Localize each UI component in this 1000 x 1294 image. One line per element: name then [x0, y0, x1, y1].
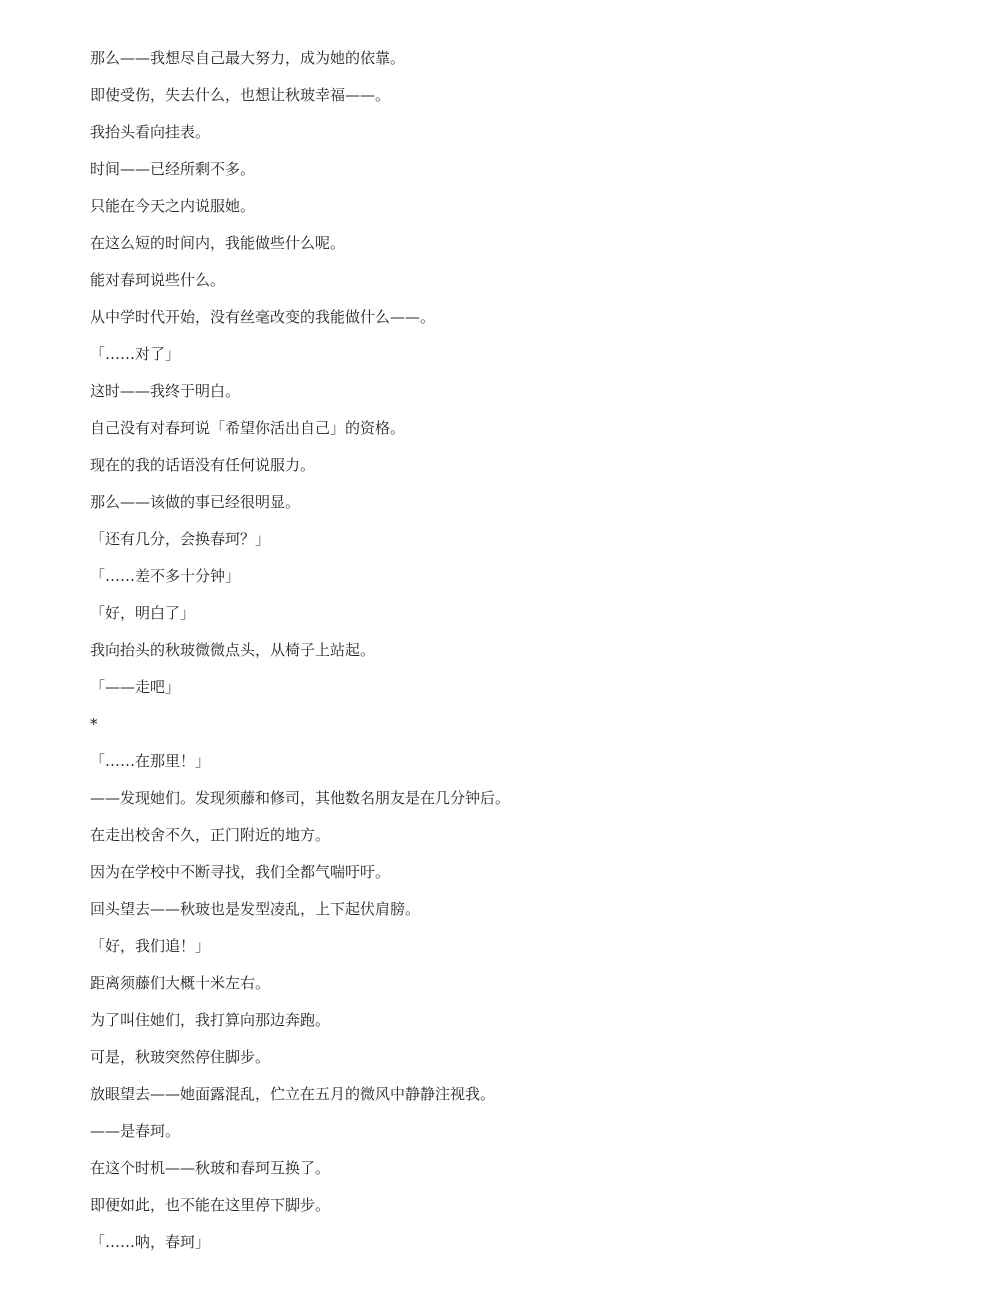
- dialogue-line: 「——走吧」: [90, 678, 181, 696]
- text-line: ——发现她们。发现须藤和修司，其他数名朋友是在几分钟后。: [90, 789, 511, 807]
- text-line: 我向抬头的秋玻微微点头，从椅子上站起。: [90, 641, 376, 659]
- text-line: 这时——我终于明白。: [90, 382, 241, 400]
- text-line: ——是春珂。: [90, 1122, 181, 1140]
- text-line: 即使受伤，失去什么，也想让秋玻幸福——。: [90, 86, 391, 104]
- dialogue-line: 「……对了」: [90, 345, 181, 363]
- text-body: [90, 44, 510, 1265]
- text-line: 现在的我的话语没有任何说服力。: [90, 456, 316, 474]
- text-line: 可是，秋玻突然停住脚步。: [90, 1048, 271, 1066]
- text-line: 从中学时代开始，没有丝毫改变的我能做什么——。: [90, 308, 436, 326]
- text-line: 因为在学校中不断寻找，我们全都气喘吁吁。: [90, 863, 391, 881]
- text-line: 那么——我想尽自己最大努力，成为她的依靠。: [90, 49, 406, 67]
- text-line: 距离须藤们大概十米左右。: [90, 974, 271, 992]
- dialogue-line: 「……差不多十分钟」: [90, 567, 241, 585]
- dialogue-line: 「好，明白了」: [90, 604, 196, 622]
- text-line: 放眼望去——她面露混乱，伫立在五月的微风中静静注视我。: [90, 1085, 496, 1103]
- text-line: 在这个时机——秋玻和春珂互换了。: [90, 1159, 331, 1177]
- text-line: 时间——已经所剩不多。: [90, 160, 256, 178]
- dialogue-line: 「……在那里！」: [90, 752, 211, 770]
- text-line: 我抬头看向挂表。: [90, 123, 211, 141]
- text-line: 只能在今天之内说服她。: [90, 197, 256, 215]
- text-line: 自己没有对春珂说「希望你活出自己」的资格。: [90, 419, 406, 437]
- dialogue-line: 「还有几分，会换春珂？」: [90, 530, 271, 548]
- dialogue-line: 「好，我们追！」: [90, 937, 211, 955]
- text-line: 能对春珂说些什么。: [90, 271, 226, 289]
- text-line: 为了叫住她们，我打算向那边奔跑。: [90, 1011, 331, 1029]
- text-line: 在走出校舍不久，正门附近的地方。: [90, 826, 331, 844]
- text-line: 那么——该做的事已经很明显。: [90, 493, 301, 511]
- scene-break: *: [90, 715, 98, 733]
- text-line: 在这么短的时间内，我能做些什么呢。: [90, 234, 346, 252]
- dialogue-line: 「……呐，春珂」: [90, 1233, 211, 1251]
- text-line: 即便如此，也不能在这里停下脚步。: [90, 1196, 331, 1214]
- text-line: 回头望去——秋玻也是发型凌乱，上下起伏肩膀。: [90, 900, 421, 918]
